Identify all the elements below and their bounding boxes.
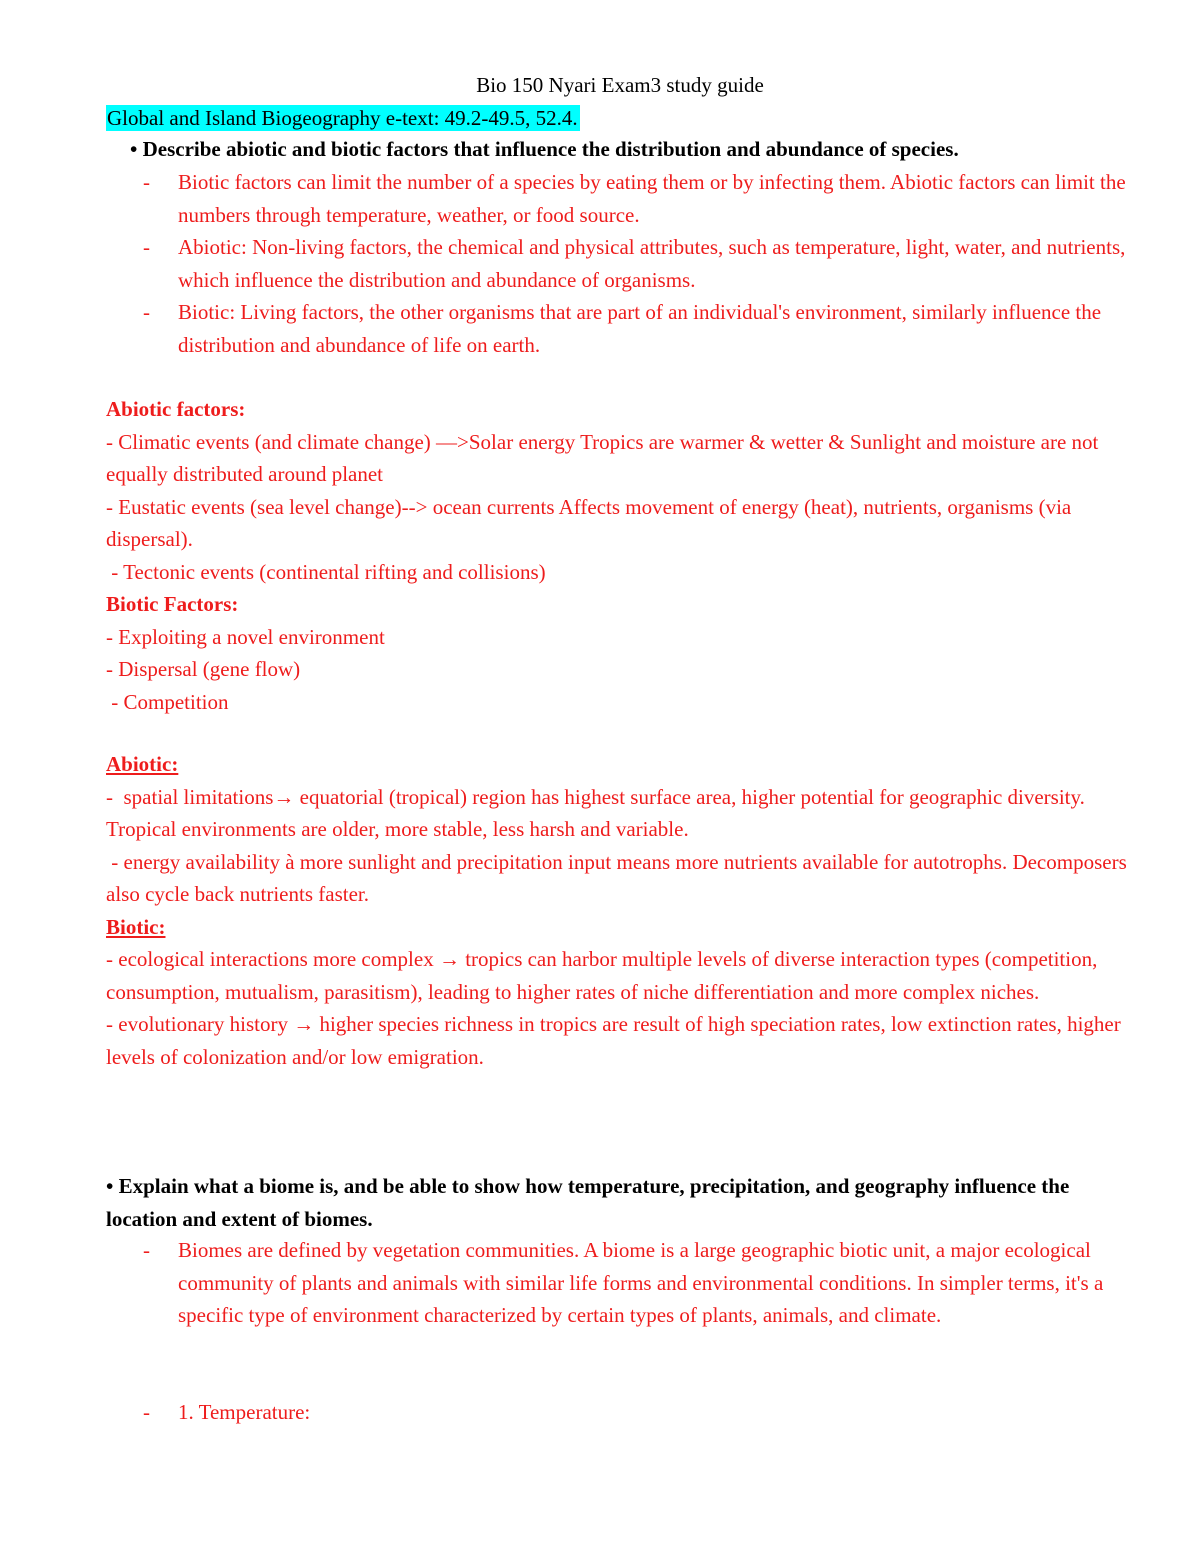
objective-2-item	[143, 1396, 1133, 1429]
list-dash: -	[143, 1238, 150, 1262]
objective-1-item	[143, 296, 1133, 361]
section-heading-highlighted: Global and Island Biogeography e-text: 49.2-49.5, 52.4.	[107, 106, 578, 130]
objective-2-item-text: 1. Temperature:	[178, 1400, 311, 1424]
biotic-label: Biotic:	[106, 914, 166, 939]
objective-1-item-text: Biotic factors can limit the number of a species by eating them or by infecting them. Abiotic factors can limit the numbers through temperature, weather, or food source.	[178, 170, 1126, 227]
abiotic-line: - energy availability à more sunlight and precipitation input means more nutrients available for autotrophs. Decomposers also cycle back nutrients faster.	[106, 849, 1132, 906]
list-dash: -	[143, 170, 150, 194]
abiotic-line: - spatial limitations→ equatorial (tropical) region has highest surface area, higher potential for geographic diversity. Tropical environments are older, more stable, less harsh and variable.	[106, 784, 1090, 841]
objective-1-item-text: Abiotic: Non-living factors, the chemical and physical attributes, such as temperature, light, water, and nutrients, which influence the distribution and abundance of organisms.	[178, 235, 1126, 292]
biotic-factor-line: - Exploiting a novel environment	[106, 624, 385, 649]
biotic-line: - ecological interactions more complex → tropics can harbor multiple levels of diverse interaction types (competition, consumption, mutualism, parasitism), leading to higher rates of niche differentiation and more complex niches.	[106, 947, 1098, 1004]
abiotic-label: Abiotic:	[106, 752, 179, 776]
abiotic-factor-line: - Eustatic events (sea level change)--> ocean currents Affects movement of energy (heat), nutrients, organisms (via dispersal).	[106, 494, 1072, 551]
abiotic-biotic-detail-section	[106, 748, 1136, 1073]
objective-2-item	[143, 1234, 1133, 1364]
objective-1-item	[143, 231, 1133, 296]
objective-2-item-text: Biomes are defined by vegetation communities. A biome is a large geographic biotic unit, a major ecological community of plants and animals with similar life forms and environmental conditions. In simpler terms, it's a specific type of environment characterized by certain types of plants, animals, and climate.	[178, 1238, 1104, 1327]
objective-1-item	[143, 166, 1133, 231]
list-dash: -	[143, 1400, 150, 1424]
biotic-line: - evolutionary history → higher species richness in tropics are result of high speciation rates, low extinction rates, higher levels of colonization and/or low emigration.	[106, 1012, 1121, 1069]
biotic-factor-line: - Dispersal (gene flow)	[106, 657, 301, 681]
abiotic-factors-section	[106, 393, 1136, 718]
list-dash: -	[143, 235, 150, 259]
objective-2-heading: • Explain what a biome is, and be able to show how temperature, precipitation, and geography influence the location and extent of biomes.	[106, 1174, 1070, 1231]
abiotic-factors-label: Abiotic factors:	[106, 397, 246, 421]
abiotic-factor-line: - Climatic events (and climate change) —>Solar energy Tropics are warmer & wetter & Sunlight and moisture are not equally distributed around planet	[106, 429, 1099, 486]
objective-1-heading: • Describe abiotic and biotic factors that influence the distribution and abundance of species.	[130, 137, 959, 161]
biotic-factor-line: - Competition	[106, 689, 229, 714]
biotic-factors-label: Biotic Factors:	[106, 592, 239, 616]
document-title: Bio 150 Nyari Exam3 study guide	[476, 73, 764, 97]
list-dash: -	[143, 300, 150, 324]
objective-1-item-text: Biotic: Living factors, the other organisms that are part of an individual's environment, similarly influence the distribution and abundance of life on earth.	[178, 300, 1102, 357]
abiotic-factor-line: - Tectonic events (continental rifting and collisions)	[106, 559, 546, 584]
